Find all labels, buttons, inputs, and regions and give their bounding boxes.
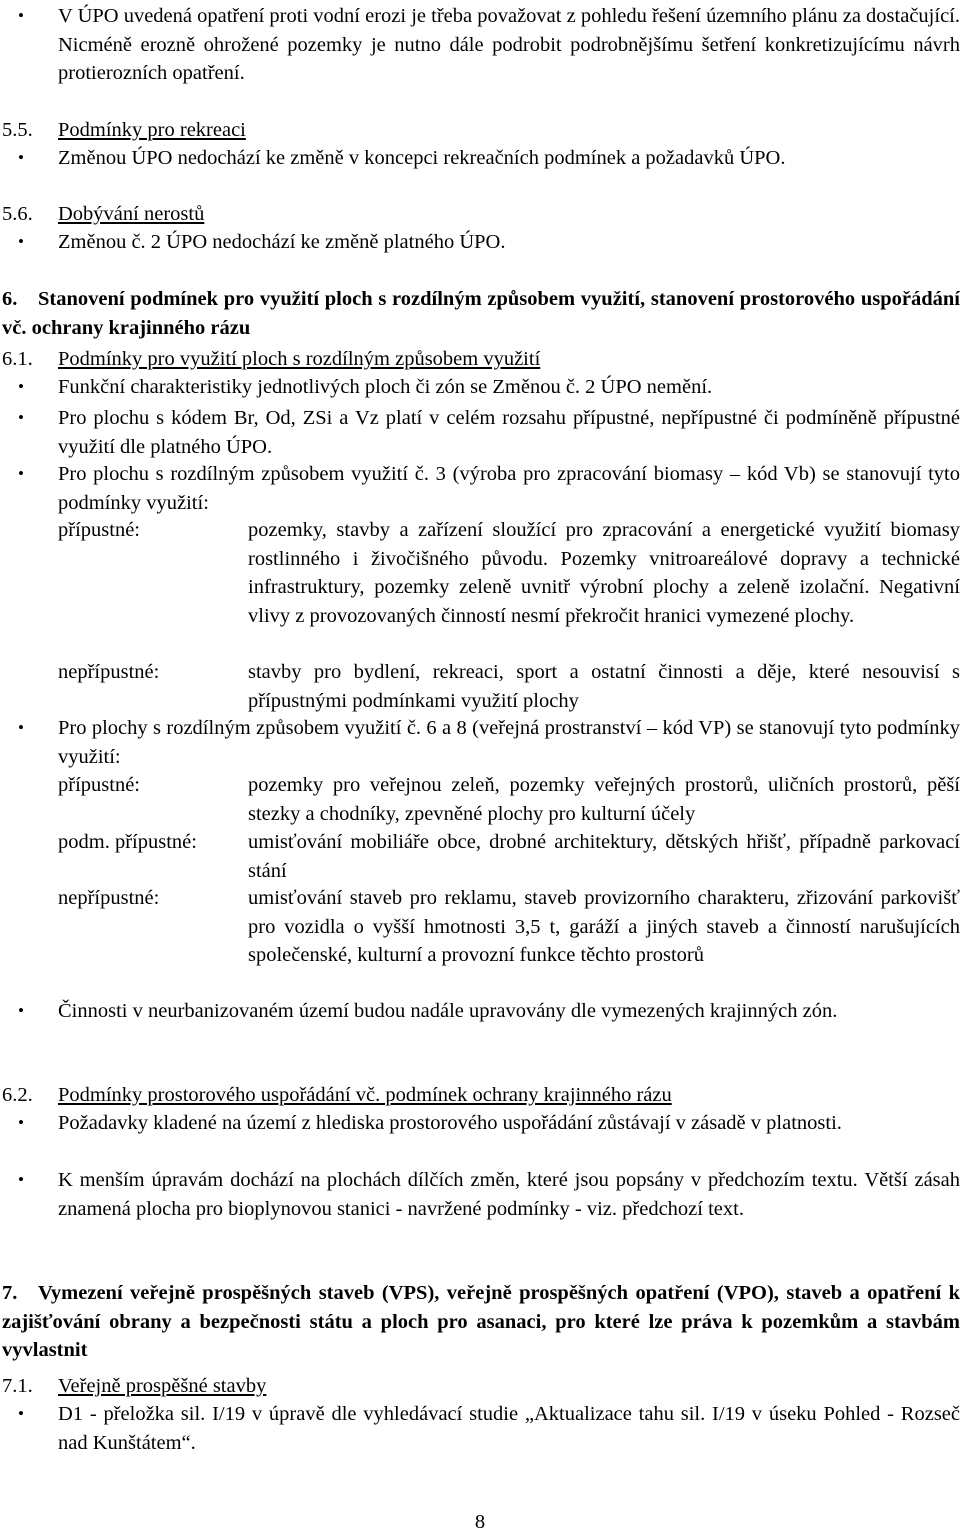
bullet-recreation: • Změnou ÚPO nedochází ke změně v koncepci rekreačních podmínek a požadavků ÚPO. — [58, 144, 960, 173]
heading-title: Veřejně prospěšné stavby — [58, 1375, 267, 1397]
page-number: 8 — [474, 1511, 486, 1533]
condition-text: pozemky, stavby a zařízení sloužící pro zpracování a energetické využití biomasy rostlinného i živočišného původu. Pozemky vnitroareálové dopravy a technické infrastruktury, pozemky zeleně uvnitř výrobní plochy a zeleně izolační. Negativní vlivy z provozovaných činností nesmí překročit hranici vymezené plochy. — [248, 519, 960, 627]
bullet-landscape-zones: • Činnosti v neurbanizovaném území budou nadále upravovány dle vymezených krajinných zón. — [58, 997, 960, 1026]
condition-label: podm. přípustné: — [58, 831, 197, 853]
heading-number: 6. — [2, 288, 18, 310]
bullet-area-6-8: • Pro plochy s rozdílným způsobem využití č. 6 a 8 (veřejná prostranství – kód VP) se stanovují tyto podmínky využití: — [58, 714, 960, 771]
heading-title: Stanovení podmínek pro využití ploch s rozdílným způsobem využití, stanovení prostorového uspořádání vč. ochrany krajinného rázu — [2, 288, 960, 339]
bullet-codes: • Pro plochu s kódem Br, Od, ZSi a Vz platí v celém rozsahu přípustné, nepřípustné či podmíněně přípustné využití dle platného ÚPO. — [58, 404, 960, 461]
bullet-functional: • Funkční charakteristiky jednotlivých ploch či zón se Změnou č. 2 ÚPO nemění. — [58, 373, 960, 402]
bullet-area-3: • Pro plochu s rozdílným způsobem využití č. 3 (výroba pro zpracování biomasy – kód Vb) se stanovují tyto podmínky využití: — [58, 460, 960, 517]
condition-text: umisťování staveb pro reklamu, staveb provizorního charakteru, zřizování parkovišť pro vozidla o vyšší hmotnosti 3,5 t, garáží a jiných staveb a činností narušujících společenské, kulturní a provozní funkce těchto prostorů — [248, 887, 960, 966]
condition-label: přípustné: — [58, 774, 140, 796]
heading-number: 6.2. — [2, 1084, 33, 1106]
heading-6 — [2, 285, 960, 342]
heading-number: 6.1. — [2, 348, 33, 370]
bullet-erosion: • V ÚPO uvedená opatření proti vodní erozi je třeba považovat z pohledu řešení územního plánu za dostačující. Nicméně erozně ohrožené pozemky je nutno dále podrobit podrobnějšímu šetření konkretizujícímu návrh protierozních opatření. — [58, 2, 960, 88]
heading-title: Podmínky prostorového uspořádání vč. podmínek ochrany krajinného rázu — [58, 1084, 672, 1106]
heading-title: Podmínky pro rekreaci — [58, 119, 246, 141]
bullet-adjustments: • K menším úpravám dochází na plochách dílčích změn, které jsou popsány v předchozím textu. Větší zásah znamená plocha pro bioplynovou stanici - navržené podmínky - viz. předchozí text. — [58, 1166, 960, 1223]
condition-label: přípustné: — [58, 519, 140, 541]
bullet-d1: • D1 - přeložka sil. I/19 v úpravě dle vyhledávací studie „Aktualizace tahu sil. I/19 v úseku Pohled - Rozseč nad Kunštátem“. — [58, 1400, 960, 1457]
condition-label: nepřípustné: — [58, 887, 160, 909]
condition-label: nepřípustné: — [58, 661, 160, 683]
heading-title: Dobývání nerostů — [58, 203, 205, 225]
bullet-requirements: • Požadavky kladené na území z hlediska prostorového uspořádání zůstávají v zásadě v platnosti. — [58, 1109, 960, 1138]
heading-number: 7.1. — [2, 1375, 33, 1397]
condition-text: pozemky pro veřejnou zeleň, pozemky veřejných prostorů, uličních prostorů, pěší stezky a chodníky, zpevněné plochy pro kulturní účely — [248, 774, 960, 825]
heading-number: 5.5. — [2, 119, 33, 141]
heading-number: 5.6. — [2, 203, 33, 225]
condition-text: umisťování mobiliáře obce, drobné architektury, dětských hřišť, případně parkovací stání — [248, 831, 960, 882]
heading-title: Podmínky pro využití ploch s rozdílným způsobem využití — [58, 348, 541, 370]
heading-title: Vymezení veřejně prospěšných staveb (VPS), veřejně prospěšných opatření (VPO), staveb a opatření k zajišťování obrany a bezpečnosti státu a ploch pro asanaci, pro které lze práva k pozemkům a stavbám vyvlastnit — [2, 1282, 960, 1361]
bullet-minerals: • Změnou č. 2 ÚPO nedochází ke změně platného ÚPO. — [58, 228, 960, 257]
heading-7 — [2, 1279, 960, 1365]
condition-text: stavby pro bydlení, rekreaci, sport a ostatní činnosti a děje, které nesouvisí s přípustnými podmínkami využití plochy — [248, 661, 960, 712]
heading-number: 7. — [2, 1282, 18, 1304]
